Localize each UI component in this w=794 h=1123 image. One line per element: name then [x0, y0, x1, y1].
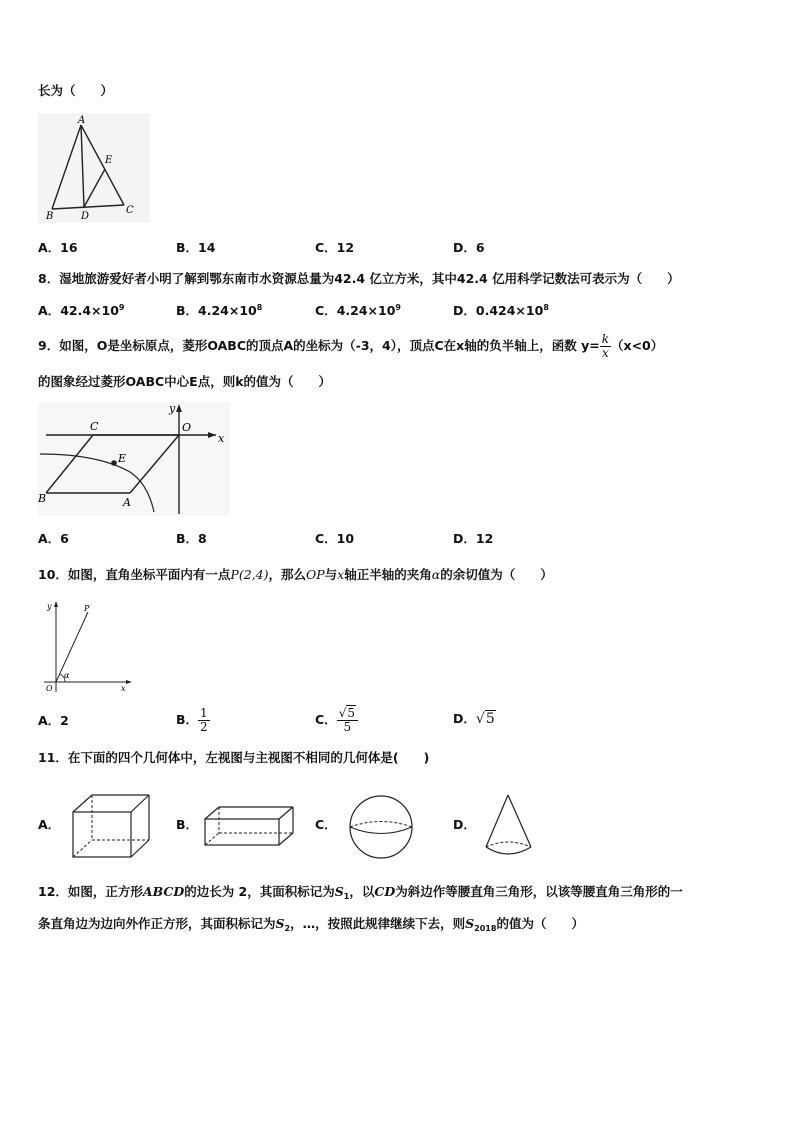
q9-label-e: E: [118, 452, 127, 465]
q8-option-c[interactable]: C．$4.24\times 10^9$: [315, 303, 401, 318]
q9-stem-line1: 9．如图，O是坐标原点，菱形OABC的顶点A的坐标为（-3，4），顶点C在x轴的负半轴上，函数 y= $\frac{k}{x}$ （x<0）: [38, 332, 664, 360]
q11-cuboid-figure: [203, 805, 295, 847]
q11-sphere-figure: [346, 794, 418, 860]
q10-option-b[interactable]: B． $\frac{1}{2}$: [176, 706, 208, 734]
q7-option-a[interactable]: A．16: [38, 240, 78, 255]
q11-option-c[interactable]: C．: [315, 817, 337, 832]
q7-label-c: C: [126, 205, 134, 216]
q10-point-p: P(2,4): [230, 567, 269, 582]
q7-label-b: B: [46, 211, 54, 222]
q11-option-a[interactable]: A．: [38, 817, 61, 832]
q8-option-b[interactable]: B．$4.24\times 10^8$: [176, 303, 263, 318]
q10-label-o: O: [46, 684, 53, 693]
q9-option-d[interactable]: D．12: [453, 531, 494, 546]
q10-angle-figure: [38, 598, 134, 694]
q11-option-b[interactable]: B．: [176, 817, 199, 832]
q7-option-b[interactable]: B．14: [176, 240, 216, 255]
q10-label-y: y: [47, 602, 52, 611]
q10-fraction-root5-over-5: $\frac{√5}{5}$: [337, 707, 358, 734]
q9-fraction-k-over-x: $\frac{k}{x}$: [601, 332, 609, 360]
q10-label-p: P: [84, 604, 90, 613]
q9-label-b: B: [38, 492, 47, 505]
q12-stem-line2: 条直角边为边向外作正方形，其面积标记为$S_2$，…，按照此规律继续下去，则$S_{2018}$的值为（ ）: [38, 916, 584, 933]
q8-stem: 8．湿地旅游爱好者小明了解到鄂东南市水资源总量为42.4 亿立方米，其中42.4 亿用科学记数法可表示为（ ）: [38, 271, 680, 286]
q7-label-e: E: [105, 155, 113, 166]
q9-label-o: O: [182, 421, 192, 434]
q10-label-alpha: α: [64, 671, 70, 680]
q8-option-a[interactable]: A．$42.4\times 10^9$: [38, 303, 125, 318]
q7-label-d: D: [81, 211, 90, 222]
q7-stem-tail: 长为（ ）: [38, 83, 114, 98]
q10-fraction-one-half: $\frac{1}{2}$: [200, 706, 208, 734]
q10-stem: 10．如图，直角坐标平面内有一点P(2,4)，那么OP与x轴正半轴的夹角α的余切值为（ ）: [38, 567, 553, 582]
q9-label-x: x: [218, 432, 225, 445]
q10-option-a[interactable]: A．2: [38, 713, 69, 728]
q9-rhombus-figure: [38, 402, 230, 516]
q9-label-c: C: [90, 420, 99, 433]
q9-stem-line2: 的图象经过菱形OABC中心E点，则k的值为（ ）: [38, 374, 332, 389]
q7-option-d[interactable]: D．6: [453, 240, 485, 255]
q9-option-b[interactable]: B．8: [176, 531, 207, 546]
q11-cube-figure: [70, 792, 152, 860]
q10-option-c[interactable]: C． $\frac{√5}{5}$: [315, 702, 358, 738]
q9-option-c[interactable]: C．10: [315, 531, 355, 546]
q9-label-y: y: [169, 402, 176, 415]
q7-triangle-figure: [38, 113, 150, 223]
q9-option-a[interactable]: A．6: [38, 531, 69, 546]
q7-option-c[interactable]: C．12: [315, 240, 355, 255]
q10-option-d[interactable]: D．√5: [453, 711, 495, 727]
q12-stem-line1: 12．如图，正方形ABCD的边长为 2，其面积标记为$S_1$，以CD为斜边作等腰直角三角形，以该等腰直角三角形的一: [38, 884, 683, 901]
q11-stem: 11．在下面的四个几何体中，左视图与主视图不相同的几何体是( ): [38, 750, 430, 765]
q11-cone-figure: [483, 793, 535, 859]
q11-option-d[interactable]: D．: [453, 817, 476, 832]
q7-label-a: A: [78, 115, 86, 126]
q8-option-d[interactable]: D．$0.424\times 10^8$: [453, 303, 549, 318]
q9-label-a: A: [123, 496, 131, 509]
q10-label-x: x: [121, 684, 126, 693]
